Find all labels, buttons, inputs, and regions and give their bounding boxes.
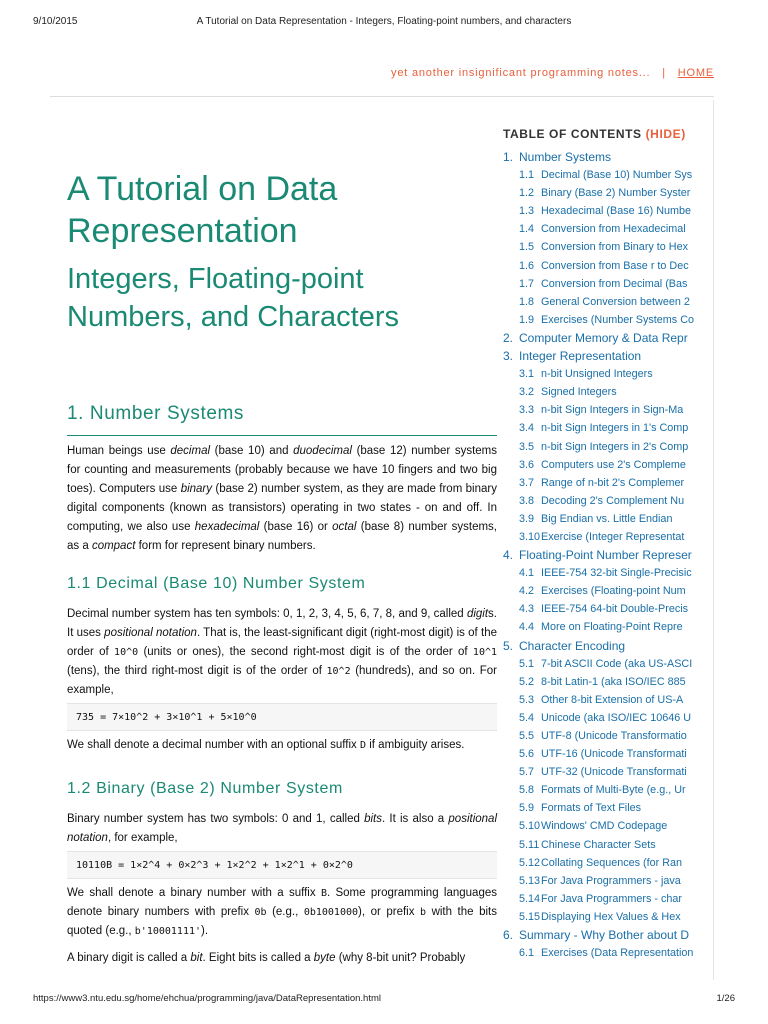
toc-item-number: 5.5: [519, 730, 535, 742]
toc-item-number: 1.3: [519, 205, 535, 218]
toc-item-label: Number Systems: [519, 150, 612, 164]
toc-item[interactable]: [503, 926, 698, 944]
toc-item[interactable]: [503, 510, 698, 528]
toc-item[interactable]: [503, 655, 698, 673]
subsection-heading-decimal: 1.1 Decimal (Base 10) Number System: [67, 575, 366, 592]
subsection-heading-binary: 1.2 Binary (Base 2) Number System: [67, 780, 343, 797]
nav-separator: |: [662, 67, 666, 79]
toc-item-label: Integer Representation: [519, 349, 642, 364]
toc-item-number: 4.2: [519, 585, 535, 598]
toc-item-number: 5.14: [519, 892, 541, 905]
toc-item[interactable]: [503, 709, 698, 727]
code-example-binary: 10110B = 1×2^4 + 0×2^3 + 1×2^2 + 1×2^1 + 0×2^0: [67, 851, 497, 879]
toc-item-label: n-bit Unsigned Integers: [541, 368, 653, 381]
toc-item-label: Conversion from Hexadecimal: [541, 223, 686, 236]
toc-item[interactable]: [503, 401, 698, 419]
top-nav: [391, 67, 714, 79]
toc-item-label: Other 8-bit Extension of US-A: [541, 693, 684, 706]
toc-item-number: 4.1: [519, 567, 535, 580]
toc-item-number: 3.8: [519, 494, 535, 507]
toc-item-number: 5.: [503, 638, 514, 653]
toc-item-label: Unicode (aka ISO/IEC 10646 U: [541, 711, 692, 724]
toc-item-number: 5.10: [519, 820, 541, 833]
toc-item-label: Binary (Base 2) Number Syster: [541, 187, 691, 200]
toc-item-number: 5.13: [519, 874, 541, 887]
toc-item-label: Exercises (Number Systems Co: [541, 313, 694, 326]
toc-item-label: Character Encoding: [519, 638, 626, 653]
toc-item[interactable]: [503, 528, 698, 546]
toc-item-number: 5.2: [519, 675, 535, 688]
toc-item-label: Windows' CMD Codepage: [541, 820, 668, 833]
site-tagline: yet another insignificant programming notes...: [391, 67, 651, 79]
toc-item-label: Displaying Hex Values & Hex: [541, 910, 681, 923]
toc-item-number: 3.7: [519, 476, 535, 489]
toc-item[interactable]: [503, 166, 698, 184]
toc-item-label: Collating Sequences (for Ran: [541, 856, 683, 869]
toc-item-number: 1.4: [519, 223, 535, 236]
toc-item-number: 1.1: [519, 169, 535, 182]
toc-item-label: IEEE-754 32-bit Single-Precisic: [541, 567, 692, 580]
toc-item[interactable]: [503, 564, 698, 582]
toc-item-label: n-bit Sign Integers in Sign-Ma: [541, 404, 684, 417]
section-divider: [67, 435, 497, 436]
toc-item-number: 5.3: [519, 693, 535, 706]
print-date: 9/10/2015: [33, 16, 78, 27]
toc-item-number: 5.11: [519, 838, 540, 851]
toc-item[interactable]: [503, 383, 698, 401]
toc-border: [713, 100, 714, 980]
toc-item[interactable]: [503, 238, 698, 256]
toc-item-number: 4.4: [519, 621, 535, 634]
toc-item[interactable]: [503, 202, 698, 220]
toc-item-number: 1.: [503, 150, 514, 164]
toc-item-number: 6.1: [519, 947, 535, 960]
toc-item-label: Big Endian vs. Little Endian: [541, 512, 673, 525]
toc-item[interactable]: [503, 637, 698, 655]
toc-item-number: 1.7: [519, 277, 535, 290]
toc-item[interactable]: [503, 546, 698, 564]
toc-item[interactable]: [503, 220, 698, 238]
toc-item[interactable]: [503, 727, 698, 745]
toc-item-label: Conversion from Decimal (Bas: [541, 277, 688, 290]
toc-item[interactable]: [503, 456, 698, 474]
toc-item-label: Signed Integers: [541, 386, 617, 399]
paragraph-intro: Human beings use decimal (base 10) and duodecimal (base 12) number systems for counting and measurements (probably because we have 10 fingers and two big toes). Computers use binary (base 2) number system, as they are made from binary digital components (known as transistors) operating in two states - on and off. In computing, we also use hexadecimal (base 16) or octal (base 8) number systems, as a compact form for represent binary numbers.: [67, 445, 497, 552]
print-document-title: A Tutorial on Data Representation - Integers, Floating-point numbers, and characters: [196, 16, 572, 27]
toc-item-label: Formats of Text Files: [541, 802, 641, 815]
toc-item-label: Chinese Character Sets: [541, 838, 656, 851]
toc-item-label: Formats of Multi-Byte (e.g., Ur: [541, 784, 686, 797]
toc-item-number: 1.6: [519, 259, 535, 272]
toc-item-number: 1.5: [519, 241, 535, 254]
toc-item-number: 5.4: [519, 711, 535, 724]
print-header: [0, 16, 768, 30]
toc-item[interactable]: [503, 257, 698, 275]
toc-item[interactable]: [503, 275, 698, 293]
toc-item[interactable]: [503, 582, 698, 600]
toc-item-label: Range of n-bit 2's Complemer: [541, 476, 685, 489]
toc-item-number: 1.9: [519, 313, 535, 326]
toc-item-label: UTF-32 (Unicode Transformati: [541, 766, 687, 779]
home-link[interactable]: HOME: [677, 67, 714, 79]
toc-item-number: 3.: [503, 349, 514, 364]
toc-item-number: 5.7: [519, 766, 535, 779]
toc-item[interactable]: [503, 836, 698, 854]
toc-item-label: General Conversion between 2: [541, 295, 690, 308]
toc-item-number: 3.1: [519, 368, 535, 381]
toc-item-number: 3.6: [519, 458, 535, 471]
paragraph-decimal: Decimal number system has ten symbols: 0, 1, 2, 3, 4, 5, 6, 7, 8, and 9, called digits. It uses positional notation. That is, the least-significant digit (right-most digit) is of the order of 10^0 (units or ones), the second right-most digit is of the order of 10^1 (tens), the third right-most digit is of the order of 10^2 (hundreds), and so on. For example,: [67, 608, 498, 696]
paragraph-binary: Binary number system has two symbols: 0 and 1, called bits. It is also a positional notation, for example,: [67, 813, 497, 844]
toc-item-number: 4.: [503, 548, 514, 563]
paragraph-decimal-suffix: We shall denote a decimal number with an optional suffix D if ambiguity arises.: [67, 739, 465, 751]
toc-item-label: Conversion from Base r to Dec: [541, 259, 689, 272]
toc-item[interactable]: [503, 763, 698, 781]
toc-item-number: 3.5: [519, 440, 535, 453]
toc-item[interactable]: [503, 872, 698, 890]
toc-item-label: Hexadecimal (Base 16) Numbe: [541, 205, 692, 218]
toc-item-label: Exercises (Data Representation: [541, 947, 694, 960]
toc-item-number: 1.2: [519, 187, 535, 200]
toc-item[interactable]: [503, 781, 698, 799]
toc-item-label: Conversion from Binary to Hex: [541, 241, 689, 254]
toc-item[interactable]: [503, 890, 698, 908]
toc-item-label: Computer Memory & Data Repr: [519, 330, 688, 345]
toc-item-label: Decoding 2's Complement Nu: [541, 494, 685, 507]
toc-item[interactable]: [503, 419, 698, 437]
print-url: https://www3.ntu.edu.sg/home/ehchua/programming/java/DataRepresentation.html: [33, 993, 381, 1004]
page-subtitle: Integers, Floating-point Numbers, and Characters: [67, 263, 400, 333]
toc-item-number: 5.8: [519, 784, 535, 797]
toc-item[interactable]: [503, 618, 698, 636]
code-example-decimal: 735 = 7×10^2 + 3×10^1 + 5×10^0: [67, 703, 497, 731]
toc-item-number: 6.: [503, 928, 514, 943]
toc-item-number: 3.3: [519, 404, 535, 417]
toc-item-label: Floating-Point Number Represer: [519, 548, 692, 563]
toc-item-number: 1.8: [519, 295, 535, 308]
toc-item[interactable]: [503, 854, 698, 872]
toc-item[interactable]: [503, 148, 698, 166]
toc-item[interactable]: [503, 311, 698, 329]
toc-item-number: 5.15: [519, 910, 541, 923]
toc-item-label: 8-bit Latin-1 (aka ISO/IEC 885: [541, 675, 686, 688]
toc-item[interactable]: [503, 908, 698, 926]
toc-item-label: Summary - Why Bother about D: [519, 928, 690, 943]
toc-item[interactable]: [503, 944, 698, 962]
toc-item[interactable]: [503, 365, 698, 383]
paragraph-binary-suffix: We shall denote a binary number with a suffix B. Some programming languages denote binary numbers with prefix 0b (e.g., 0b1001000), or prefix b with the bits quoted (e.g., b'10001111').: [67, 887, 497, 937]
toc-item-label: UTF-8 (Unicode Transformatio: [541, 730, 687, 742]
toc-item-number: 3.10: [519, 530, 541, 543]
page-title: A Tutorial on Data Representation: [67, 170, 338, 250]
toc-item-label: Exercise (Integer Representat: [541, 530, 685, 543]
toc-item-label: IEEE-754 64-bit Double-Precis: [541, 603, 689, 616]
toc-item-number: 3.4: [519, 422, 535, 435]
toc-item-label: Exercises (Floating-point Num: [541, 585, 686, 598]
toc-item-label: For Java Programmers - char: [541, 892, 682, 905]
toc-item-label: Computers use 2's Compleme: [541, 458, 686, 471]
toc-item[interactable]: [503, 492, 698, 510]
toc-item-number: 5.6: [519, 748, 535, 761]
toc-item-label: n-bit Sign Integers in 1's Comp: [541, 422, 689, 435]
toc-item-label: UTF-16 (Unicode Transformati: [541, 748, 687, 761]
toc-item[interactable]: [503, 474, 698, 492]
toc-item-label: More on Floating-Point Repre: [541, 621, 683, 634]
section-heading-number-systems: 1. Number Systems: [67, 403, 245, 424]
toc-item[interactable]: [503, 347, 698, 365]
toc-hide-toggle[interactable]: (HIDE): [645, 127, 686, 141]
table-of-contents: [503, 127, 698, 987]
toc-item-label: For Java Programmers - java: [541, 874, 681, 887]
toc-item[interactable]: [503, 184, 698, 202]
toc-item[interactable]: [503, 745, 698, 763]
toc-item-number: 2.: [503, 330, 514, 345]
toc-item[interactable]: [503, 600, 698, 618]
page-number: 1/26: [716, 993, 735, 1004]
toc-item-number: 5.1: [519, 657, 535, 670]
toc-item-number: 5.9: [519, 802, 535, 815]
toc-item[interactable]: [503, 817, 698, 835]
toc-item-number: 3.9: [519, 512, 535, 525]
toc-item-number: 4.3: [519, 603, 535, 616]
toc-item-number: 5.12: [519, 856, 541, 869]
toc-item-label: Decimal (Base 10) Number Sys: [541, 169, 693, 182]
toc-item-label: n-bit Sign Integers in 2's Comp: [541, 440, 689, 453]
toc-item[interactable]: [503, 691, 698, 709]
toc-heading: TABLE OF CONTENTS (HIDE): [503, 127, 686, 141]
paragraph-bit-byte: A binary digit is called a bit. Eight bits is called a byte (why 8-bit unit? Probably: [67, 952, 466, 964]
toc-item[interactable]: [503, 673, 698, 691]
toc-item-label: 7-bit ASCII Code (aka US-ASCI: [541, 657, 693, 670]
toc-item[interactable]: [503, 438, 698, 456]
toc-item[interactable]: [503, 799, 698, 817]
header-divider: [50, 96, 714, 97]
toc-item-number: 3.2: [519, 386, 535, 399]
toc-item[interactable]: [503, 329, 698, 347]
toc-item[interactable]: [503, 293, 698, 311]
toc-list: [503, 148, 698, 962]
